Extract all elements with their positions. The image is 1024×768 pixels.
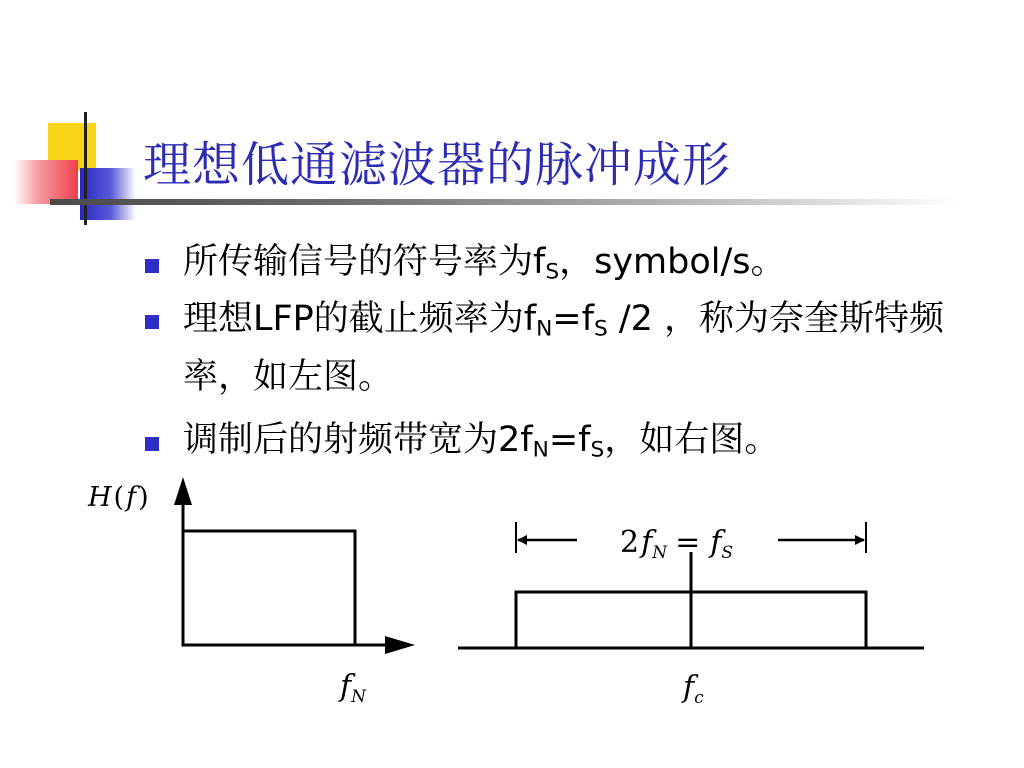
bullet-item-symbol-rate: 所传输信号的符号率为$f_S$，symbol/s。 [145,234,975,290]
x-axis-label-fN: $f_N$ [340,669,366,707]
bullet-item-nyquist: 理想LFP的截止频率为$f_N=f_S$ /2 ，称为奈奎斯特频率，如左图。 [145,290,975,406]
right-rf-plot [458,522,924,708]
bullet-item-rf-bandwidth: 调制后的射频带宽为$2f_N=f_S$，如右图。 [145,412,975,468]
slide-title: 理想低通滤波器的脉冲成形 [143,137,732,193]
bandwidth-label: $2f_N = f_S$ [620,525,733,563]
x-axis-arrow-icon [385,636,415,654]
lpf-passband-rect [183,531,355,645]
y-axis-label: H(f) [88,482,149,513]
center-frequency-label: $f_c$ [683,670,704,708]
y-axis-arrow-icon [174,477,192,505]
left-lpf-plot [87,477,415,707]
